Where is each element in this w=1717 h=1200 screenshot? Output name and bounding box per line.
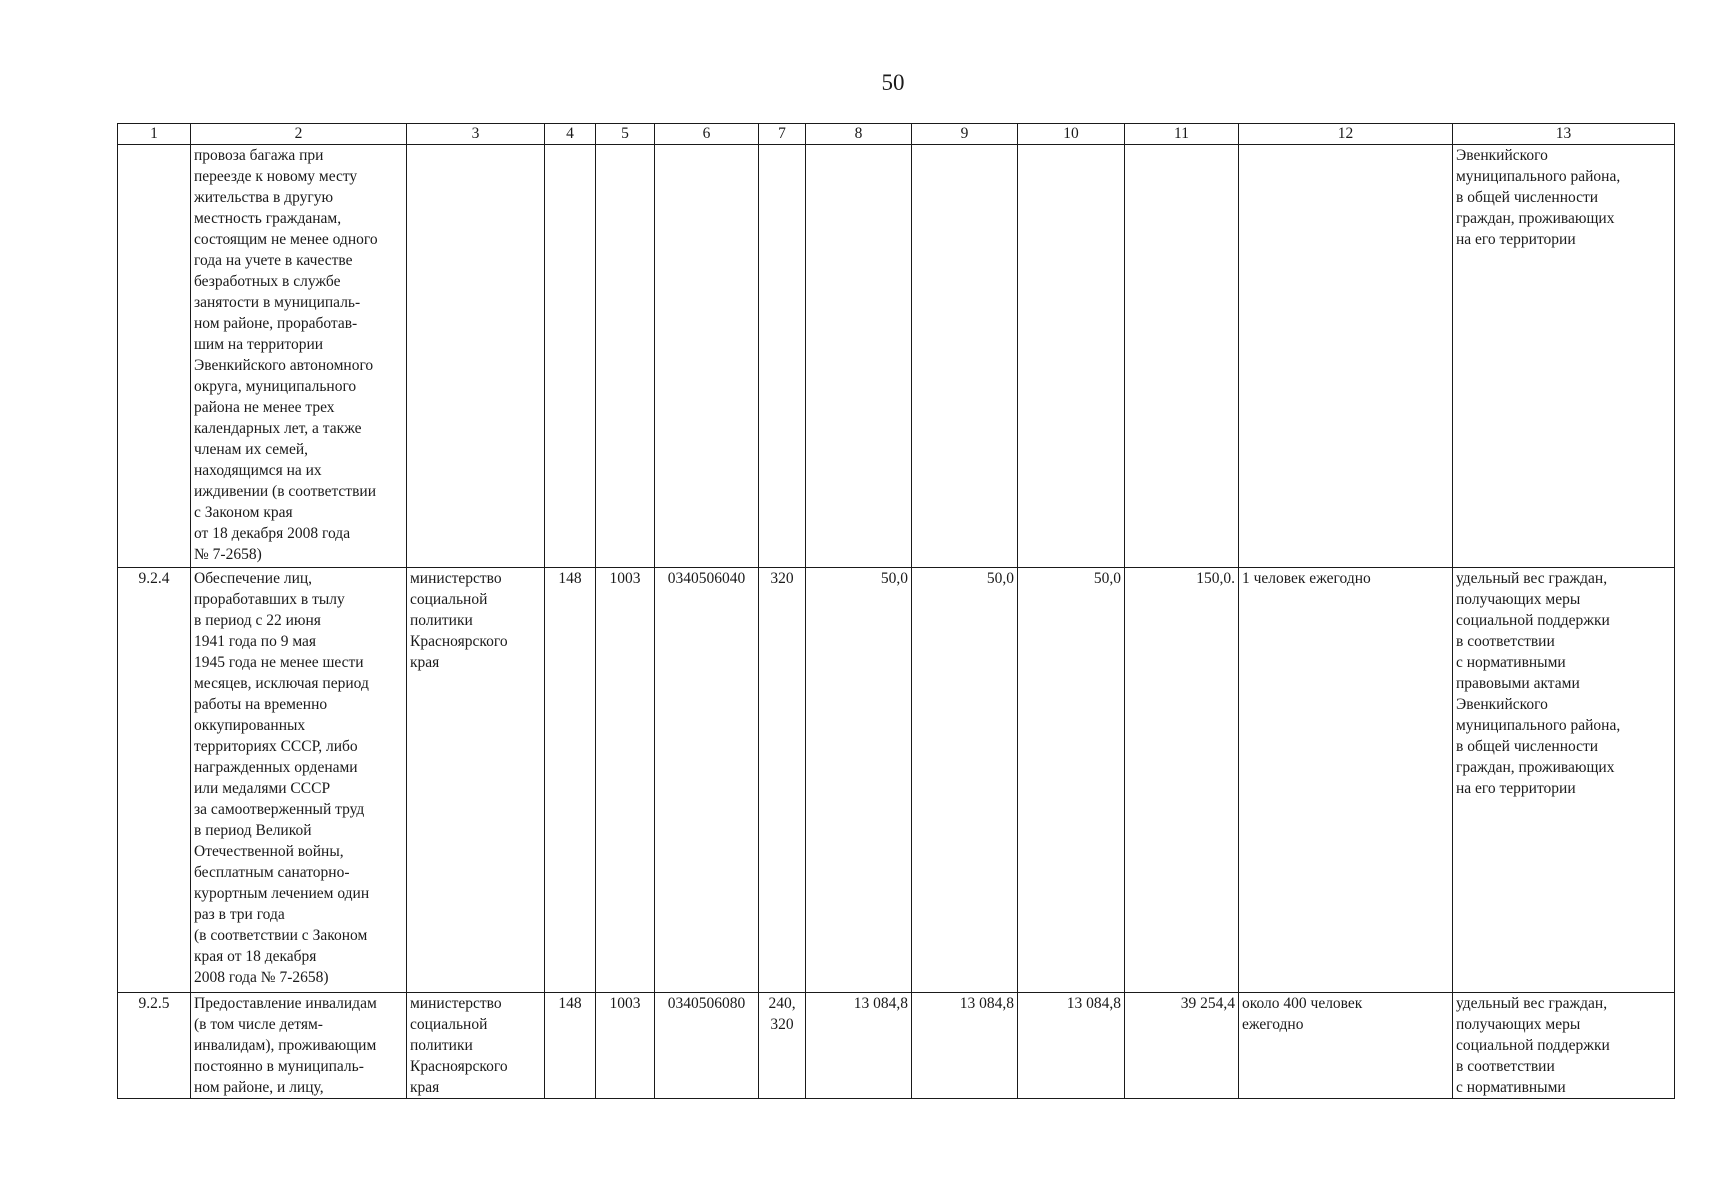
text-line: удельный вес граждан,	[1456, 570, 1608, 587]
text-line: жительства в другую	[194, 189, 334, 206]
text-line: территориях СССР, либо	[194, 738, 358, 755]
text-line: от 18 декабря 2008 года	[194, 525, 351, 542]
text-line: местность гражданам,	[194, 210, 342, 227]
text-line: граждан, проживающих	[1456, 210, 1615, 227]
text-line: Отечественной войны,	[194, 843, 344, 860]
text-line: Красноярского	[410, 633, 508, 650]
target-article-cell: 0340506080	[655, 993, 759, 1099]
text-line: Эвенкийского	[1456, 696, 1548, 713]
column-header: 10	[1018, 124, 1125, 145]
text-line: бесплатным санаторно-	[194, 864, 350, 881]
year-3-amount-cell: 13 084,8	[1018, 993, 1125, 1099]
text-line: курортным лечением один	[194, 885, 370, 902]
text-line: на его территории	[1456, 231, 1576, 248]
text-line: граждан, проживающих	[1456, 759, 1615, 776]
text-line: месяцев, исключая период	[194, 675, 369, 692]
year-1-amount-cell	[806, 145, 912, 568]
text-line: календарных лет, а также	[194, 420, 362, 437]
text-line: года на учете в качестве	[194, 252, 353, 269]
total-amount-cell: 150,0.	[1125, 568, 1239, 993]
column-header: 8	[806, 124, 912, 145]
year-1-amount-cell: 50,0	[806, 568, 912, 993]
indicator-cell	[1453, 568, 1675, 993]
text-line: оккупированных	[194, 717, 306, 734]
column-header: 2	[191, 124, 407, 145]
text-line: с нормативными	[1456, 1079, 1566, 1096]
column-number-row	[118, 124, 1675, 145]
indicator-cell	[1453, 145, 1675, 568]
year-3-amount-cell	[1018, 145, 1125, 568]
text-line: 2008 года № 7-2658)	[194, 969, 329, 986]
text-line: ном районе, проработав-	[194, 315, 358, 332]
text-line: Предоставление инвалидам	[194, 995, 377, 1012]
expected-result-cell	[1239, 568, 1453, 993]
section-code-cell	[596, 145, 655, 568]
text-line: с нормативными	[1456, 654, 1566, 671]
total-amount-cell: 39 254,4	[1125, 993, 1239, 1099]
text-line: края от 18 декабря	[194, 948, 317, 965]
item-number-cell: 9.2.4	[118, 568, 191, 993]
responsible-body-cell	[407, 993, 545, 1099]
year-2-amount-cell: 13 084,8	[912, 993, 1018, 1099]
text-line: края	[410, 1079, 440, 1096]
text-line: Красноярского	[410, 1058, 508, 1075]
column-header: 1	[118, 124, 191, 145]
text-line: членам их семей,	[194, 441, 308, 458]
column-header: 6	[655, 124, 759, 145]
table-row-continuation	[118, 145, 1675, 568]
item-number-cell	[118, 145, 191, 568]
expected-result-cell	[1239, 145, 1453, 568]
total-amount-cell	[1125, 145, 1239, 568]
text-line: 1 человек ежегодно	[1242, 570, 1371, 587]
text-line: ном районе, и лицу,	[194, 1079, 324, 1096]
text-line: социальной	[410, 591, 488, 608]
text-line: переезде к новому месту	[194, 168, 358, 185]
text-line: постоянно в муниципаль-	[194, 1058, 364, 1075]
text-line: Эвенкийского	[1456, 147, 1548, 164]
section-code-cell: 1003	[596, 568, 655, 993]
text-line: получающих меры	[1456, 1016, 1581, 1033]
table-row-9-2-4	[118, 568, 1675, 993]
text-line: 320	[770, 570, 794, 587]
measure-description-cell	[191, 145, 407, 568]
text-line: ежегодно	[1242, 1016, 1304, 1033]
year-2-amount-cell	[912, 145, 1018, 568]
column-header: 3	[407, 124, 545, 145]
text-line: с Законом края	[194, 504, 293, 521]
text-line: социальной	[410, 1016, 488, 1033]
year-1-amount-cell: 13 084,8	[806, 993, 912, 1099]
text-line: удельный вес граждан,	[1456, 995, 1608, 1012]
text-line: муниципального района,	[1456, 168, 1621, 185]
text-line: 1945 года не менее шести	[194, 654, 364, 671]
column-header: 4	[545, 124, 596, 145]
text-line: (в том числе детям-	[194, 1016, 323, 1033]
text-line: в период Великой	[194, 822, 312, 839]
text-line: правовыми актами	[1456, 675, 1580, 692]
text-line: награжденных орденами	[194, 759, 358, 776]
text-line: шим на территории	[194, 336, 324, 353]
text-line: министерство	[410, 995, 502, 1012]
text-line: безработных в службе	[194, 273, 341, 290]
text-line: раз в три года	[194, 906, 285, 923]
text-line: работы на временно	[194, 696, 328, 713]
text-line: политики	[410, 612, 473, 629]
measure-description-cell	[191, 568, 407, 993]
text-line: (в соответствии с Законом	[194, 927, 368, 944]
text-line: социальной поддержки	[1456, 1037, 1610, 1054]
budget-code-cell: 148	[545, 993, 596, 1099]
text-line: иждивении (в соответствии	[194, 483, 376, 500]
text-line: 240,	[768, 995, 796, 1012]
table-row-9-2-5	[118, 993, 1675, 1099]
text-line: в общей численности	[1456, 189, 1599, 206]
expected-result-cell	[1239, 993, 1453, 1099]
column-header: 5	[596, 124, 655, 145]
text-line: № 7-2658)	[194, 546, 262, 563]
text-line: в общей численности	[1456, 738, 1599, 755]
section-code-cell: 1003	[596, 993, 655, 1099]
text-line: министерство	[410, 570, 502, 587]
target-article-cell	[655, 145, 759, 568]
column-header: 13	[1453, 124, 1675, 145]
expense-type-cell	[759, 993, 806, 1099]
program-measures-table	[117, 123, 1675, 1099]
text-line: 320	[770, 1016, 794, 1033]
text-line: в соответствии	[1456, 1058, 1555, 1075]
text-line: в соответствии	[1456, 633, 1555, 650]
target-article-cell: 0340506040	[655, 568, 759, 993]
measure-description-cell	[191, 993, 407, 1099]
text-line: муниципального района,	[1456, 717, 1621, 734]
year-3-amount-cell: 50,0	[1018, 568, 1125, 993]
text-line: за самоотверженный труд	[194, 801, 365, 818]
expense-type-cell	[759, 145, 806, 568]
text-line: 1941 года по 9 мая	[194, 633, 317, 650]
column-header: 11	[1125, 124, 1239, 145]
indicator-cell	[1453, 993, 1675, 1099]
text-line: округа, муниципального	[194, 378, 357, 395]
text-line: или медалями СССР	[194, 780, 331, 797]
text-line: занятости в муниципаль-	[194, 294, 361, 311]
expense-type-cell	[759, 568, 806, 993]
responsible-body-cell	[407, 145, 545, 568]
budget-code-cell: 148	[545, 568, 596, 993]
text-line: на его территории	[1456, 780, 1576, 797]
text-line: Обеспечение лиц,	[194, 570, 313, 587]
text-line: района не менее трех	[194, 399, 335, 416]
text-line: Эвенкийского автономного	[194, 357, 374, 374]
text-line: в период с 22 июня	[194, 612, 321, 629]
text-line: находящимся на их	[194, 462, 322, 479]
page-number: 50	[881, 70, 905, 95]
column-header: 9	[912, 124, 1018, 145]
text-line: провоза багажа при	[194, 147, 324, 164]
column-header: 12	[1239, 124, 1453, 145]
text-line: политики	[410, 1037, 473, 1054]
column-header: 7	[759, 124, 806, 145]
text-line: инвалидам), проживающим	[194, 1037, 377, 1054]
text-line: около 400 человек	[1242, 995, 1363, 1012]
year-2-amount-cell: 50,0	[912, 568, 1018, 993]
budget-code-cell	[545, 145, 596, 568]
text-line: края	[410, 654, 440, 671]
item-number-cell: 9.2.5	[118, 993, 191, 1099]
text-line: социальной поддержки	[1456, 612, 1610, 629]
text-line: получающих меры	[1456, 591, 1581, 608]
responsible-body-cell	[407, 568, 545, 993]
text-line: состоящим не менее одного	[194, 231, 378, 248]
text-line: проработавших в тылу	[194, 591, 345, 608]
